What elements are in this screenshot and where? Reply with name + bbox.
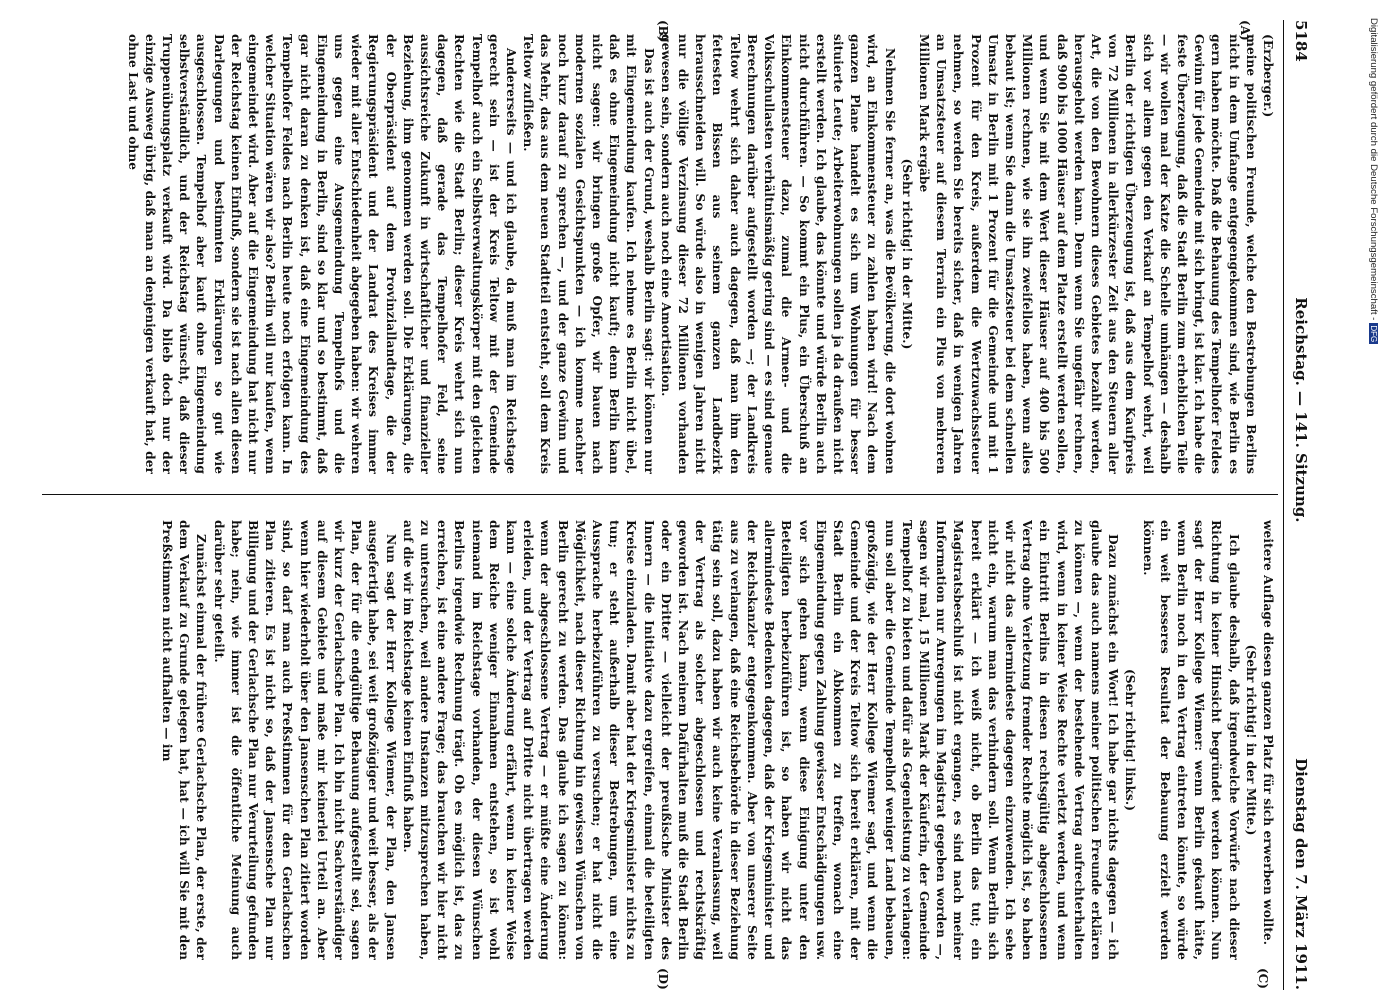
interjection: (Sehr richtig! in der Mitte.) (1243, 644, 1258, 836)
interjection: (Sehr richtig! in der Mitte.) (899, 158, 914, 350)
session-title: Reichstag. — 141. Sitzung. (1292, 297, 1310, 523)
page-number: 5184 (1292, 20, 1310, 62)
margin-marker-a: (A) (1238, 20, 1252, 41)
margin-marker-c: (C) (1256, 968, 1270, 989)
paragraph: Nun sagt der Herr Kollege Wiemer, der Plan, den Jansen ausgefertigt habe, sei weit großzügiger und weit besser, als der Plan, der für die endgültige Behauung aufgestellt sei, sagen wir kurz der Gerlachsche Plan. Ich bin nicht Sachverständiger auf diesem Gebiete und maße mir keinerlei Urteil an. Aber wenn hier wiederholt über den Jansenschen Plan zitiert worden sind, so darf man auch Preßstimmen für den Gerlachschen Plan zitieren. Es ist nicht so, daß der Jansensche Plan nur Billigung und der Gerlachsche Plan nur Verurteilung gefunden habe; nein, wie immer ist die öffentliche Meinung auch darüber sehr geteilt. (211, 520, 398, 960)
paragraph: Das ist auch der Grund, weshalb Berlin sagt: wir können nur mit Eingemeindung kaufen. Ich nehme es Berlin nicht übel, daß es ohne Eingemeindung nicht kauft; denn Berlin kann nicht sagen: wir bringen große Opfer, wir bauen nach modernen sozialen Gesichtspunkten — ich komme nachher noch kurz darauf zu sprechen —, und der ganze Gewinn und das Mehr, das aus dem neuen Stadtteil entsteht, soll dem Kreis Teltow zufließen. (521, 34, 656, 474)
margin-marker-b: (B) (656, 20, 670, 42)
interjection: (Sehr richtig! links.) (1123, 668, 1138, 812)
paragraph: weitere Auflage diesen ganzen Platz für sich erwerben wollte. (1261, 520, 1275, 946)
funding-note: Digitalisierung gefördert durch die Deutsche Forschungsgemeinschaft - (1368, 18, 1379, 321)
page-header (1283, 20, 1310, 990)
digitization-note-text (1368, 18, 1379, 344)
scanned-page (30, 20, 1310, 990)
dfg-logo: DFG (1369, 325, 1378, 343)
paragraph: Nehmen Sie ferner an, was die Bevölkerung, die dort wohnen wird, an Einkommensteuer zu zahlen haben wird! Nach dem ganzen Plane handelt es sich um Wohnungen für besser situierte Leute; Arbeiterwohnungen sollen ja da draußen nicht erstellt werden. Ich glaube, das könnte und würde Berlin auch nicht durchführen. — So kommt ein Plus, ein Überschuß an Einkommensteuer dazu, zumal die Armen- und die Volksschullasten verhältnismäßig gering sind — es sind genaue Berechnungen darüber aufgestellt worden —; der Landkreis Teltow wehrt sich daher auch dagegen, daß man ihm den fettesten Bissen aus seinem ganzen Landbezirk herausschneiden will. So würde also in wenigen Jahren nicht nur die völlige Verzinsung dieser 72 Millionen vorhanden gewesen sein, sondern auch noch eine Amortisation. (658, 34, 897, 474)
digitization-note (1367, 18, 1381, 818)
left-column (46, 34, 1276, 474)
paragraph: meine politischen Freunde, welche den Bestrebungen Berlins nicht in dem Umfange entgegengekommen sind, wie Berlin es gern haben möchte. Daß die Behauung des Tempelhofer Feldes Gewinn für jede Gemeinde mit sich bringt, ist klar. Ich habe die feste Überzeugung, daß die Stadt Berlin zum erheblichen Teile — wir wollen mal der Katze die Schelle umhängen — deshalb sich vor allem gegen den Verkauf an Tempelhof wehrt, weil Berlin der richtigen Überzeugung ist, daß aus dem Kaufpreis von 72 Millionen in allerkürzester Zeit aus den Steuern aller Art, die von den Bewohnern dieses Gebietes bezahlt werden, herausgeholt werden kann. Denn wenn Sie ungefähr rechnen, daß 900 bis 1000 Häuser auf dem Platze erstellt werden sollen, und wenn Sie mit dem Wert dieser Häuser auf 400 bis 500 Millionen rechnen, wie sie ihn zweifellos haben, wenn alles bebaut ist; wenn Sie dann die Umsatzsteuer bei dem schnellen Umsatz in Berlin mit 1 Prozent für die Gemeinde und mit 1 Prozent für den Kreis, außerdem die Wertzuwachssteuer nehmen, so werden Sie bereits sicher, daß in wenigen Jahren an Umsatzsteuer auf diesem Terrain ein Plus von mehreren Millionen Mark ergäbe (916, 34, 1258, 474)
speaker-label: (Erzberger.) (1261, 34, 1275, 118)
right-column (46, 520, 1276, 960)
paragraph: Andererseits — und ich glaube, da muß man im Reichstage gerecht sein — ist der Kreis Teltow mit der Gemeinde Tempelhof auch ein Selbstverwaltungskörper mit den gleichen Rechten wie die Stadt Berlin; dieser Kreis wehrt sich nun dagegen, daß gerade das Tempelhofer Feld, seine aussichtsreiche Zukunft in wirtschaftlicher und finanzieller Beziehung, ihm genommen werden soll. Die Erklärungen, die der Oberpräsident auf dem Provinziallandtage, die der Regierungspräsident und der Landrat des Kreises immer wieder mit aller Entschiedenheit abgegeben haben: wir wehren uns gegen eine Ausgemeindung Tempelhofs und die Eingemeindung in Berlin, sind so klar und so bestimmt, daß gar nicht daran zu denken ist, daß eine Eingemeindung des Tempelhofer Feldes nach Berlin heute noch erfolgen kann. In welcher Situation wären wir also? Berlin will nur kaufen, wenn eingemeindet wird. Aber auf die Eingemeindung hat nicht nur der Reichstag keinen Einfluß, sondern sie ist nach allen diesen Darlegungen und bestimmten Erklärungen so gut wie ausgeschlossen. Tempelhof aber kauft ohne Eingemeindung selbstverständlich, und der Reichstag wünscht, daß dieser Truppenübungsplatz verkauft wird. Da blieb doch nur der einzige Ausweg übrig, daß man an denjenigen verkauft hat, der ohne Last und ohne (125, 34, 519, 474)
margin-marker-d: (D) (656, 968, 670, 990)
rotated-page-content (30, 20, 1310, 990)
column-divider (42, 494, 1278, 495)
paragraph: Zunächst einmal der frühere Gerlachsche Plan, der erste, der dem Verkauf zu Grunde gelegen hat, hat — ich will Sie mit den Preßstimmen nicht aufhalten — im (160, 520, 209, 960)
paragraph: Ich glaube deshalb, daß irgendwelche Vorwürfe nach dieser Richtung in keiner Hinsicht begründet werden können. Nun sagt der Herr Kollege Wiemer: wenn Berlin gekauft hätte, wenn Berlin noch in den Vertrag eintreten könnte, so würde ein weit besseres Resultat der Bebauung erzielt werden können. (1140, 520, 1241, 960)
session-date: Dienstag den 7. März 1911. (1292, 758, 1310, 990)
paragraph: Dazu zunächst ein Wort! Ich habe gar nichts dagegen — ich glaube das auch namens meiner politischen Freunde erklären zu können —, wenn der bestehende Vertrag aufrechterhalten wird, wenn in keiner Weise Rechte verletzt werden, und wenn ein Eintritt Berlins in diesen rechtsgültig abgeschlossenen Vertrag ohne Verletzung fremder Rechte möglich ist, so haben wir nicht das allermindeste dagegen einzuwenden. Ich sehe nicht ein, warum man das verhindern soll. Wenn Berlin sich bereit erklärt — ich weiß nicht, ob Berlin das tut; ein Magistratsbeschluß ist nicht ergangen, es sind nach meiner Information nur Anregungen im Magistrat gegeben worden —, sagen wir mal, 15 Millionen Mark der Käuferin, der Gemeinde Tempelhof zu bieten und dafür als Gegenleistung zu verlangen: nun soll aber die Gemeinde Tempelhof weniger Land bebauen, großzügig, wie der Herr Kollege Wiemer sagt, und wenn die Gemeinde und der Kreis Teltow sich bereit erklären, mit der Stadt Berlin ein Abkommen zu treffen, wonach eine Eingemeindung gegen Zahlung gewisser Entschädigungen usw. vor sich gehen kann, wenn diese Einigung unter den Beteiligten herbeizuführen ist, so haben wir nicht das allermindeste Bedenken dagegen, daß der Kriegsminister und der Reichskanzler entgegenkommen. Aber von unserer Seite aus zu verlangen, daß eine Reichsbehörde in dieser Beziehung tätig sein soll, dazu haben wir auch keine Veranlassung, weil der Vertrag als solcher abgeschlossen und rechtskräftig geworden ist. Nach meinem Dafürhalten muß die Stadt Berlin oder ein Dritter — vielleicht der preußische Minister des Innern — die Initiative dazu ergreifen, einmal die beteiligten Kreise einzuladen. Damit aber hat der Kriegsminister nichts zu tun; er steht außerhalb dieser Bestrebungen, um eine Aussprache herbeizuführen zu versuchen; er hat nicht die Möglichkeit, nach dieser Richtung hin gewissen Wünschen von Berlin gerecht zu werden. Das glaube ich sagen zu können: wenn der abgeschlossene Vertrag — er müßte eine Änderung erleiden, und der Vertrag auf Dritte nicht übertragen werden kann — eine solche Änderung erfährt, wenn in keiner Weise dem Reiche weniger Einnahmen entstehen, so ist wohl niemand im Reichstage vorhanden, der diesen Wünschen Berlins irgendwie Rechnung trägt. Ob es möglich ist, das zu erreichen, ist eine andere Frage; das brauchen wir hier nicht zu untersuchen, weil andere Instanzen mitzusprechen haben, auf die wir im Reichstage keinen Einfluß haben. (400, 520, 1121, 960)
